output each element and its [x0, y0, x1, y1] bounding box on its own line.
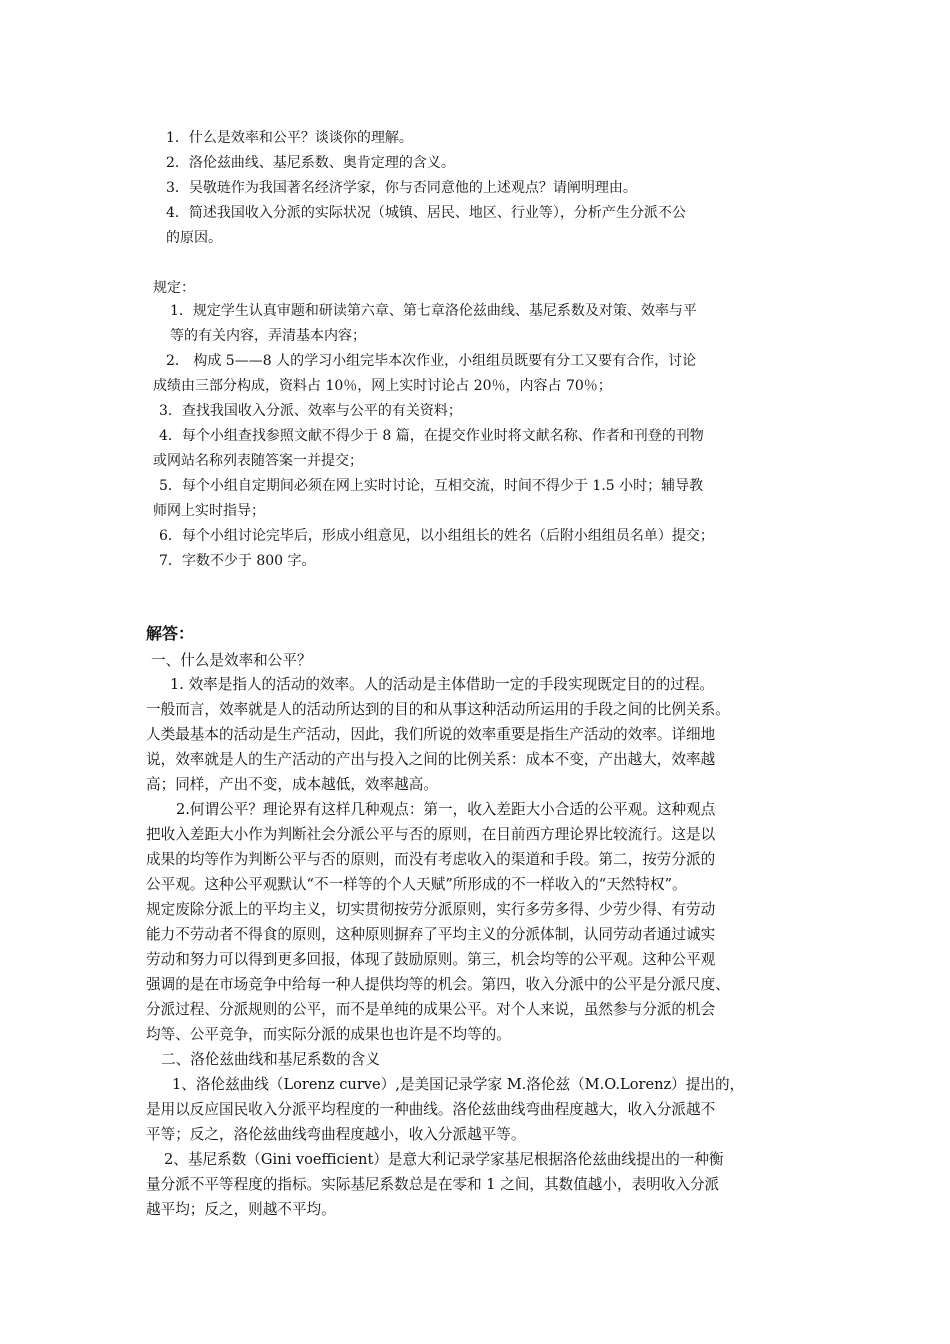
question-2: 2．洛伦兹曲线、基尼系数、奥肯定理的含义。 [166, 155, 455, 171]
answer-line: 公平观。这种公平观默认“不一样等的个人天赋”所形成的不一样收入的“天然特权”。 [146, 876, 687, 893]
answer-line: 2、基尼系数（Gini voefficient）是意大利记录学家基尼根据洛伦兹曲线提出的一种衡 [164, 1151, 724, 1168]
requirements-title: 规定： [153, 280, 195, 296]
answer-line: 成果的均等作为判断公平与否的原则，而没有考虑收入的渠道和手段。第二，按劳分派的 [146, 851, 716, 868]
answer-line: 平等；反之，洛伦兹曲线弯曲程度越小，收入分派越平等。 [146, 1126, 526, 1143]
question-4: 4．简述我国收入分派的实际状况（城镇、居民、地区、行业等），分析产生分派不公 [166, 205, 686, 221]
answer-line: 量分派不平等程度的指标。实际基尼系数总是在零和 1 之间，其数值越小，表明收入分派 [146, 1176, 720, 1193]
answer-line: 是用以反应国民收入分派平均程度的一种曲线。洛伦兹曲线弯曲程度越大，收入分派越不 [146, 1101, 716, 1118]
requirement-7: 7．字数不少于 800 字。 [159, 553, 316, 569]
requirement-5: 5．每个小组自定期间必须在网上实时讨论，互相交流，时间不得少于 1.5 小时；辅导教 [159, 478, 704, 494]
requirement-5-cont: 师网上实时指导； [153, 503, 265, 519]
answer-line: 均等、公平竞争，而实际分派的成果也也许是不均等的。 [146, 1026, 511, 1043]
answer-line: 2.何谓公平？理论界有这样几种观点：第一，收入差距大小合适的公平观。这种观点 [176, 801, 716, 818]
answer-line: 一般而言，效率就是人的活动所达到的目的和从事这种活动所运用的手段之间的比例关系。 [146, 701, 730, 718]
answer-section-1-title: 一、什么是效率和公平？ [151, 652, 312, 669]
answer-line: 强调的是在市场竞争中给每一种人提供均等的机会。第四，收入分派中的公平是分派尺度、 [146, 976, 730, 993]
answer-line: 能力不劳动者不得食的原则，这种原则摒弃了平均主义的分派体制，认同劳动者通过诚实 [146, 926, 716, 943]
answer-section-2-title: 二、洛伦兹曲线和基尼系数的含义 [161, 1051, 380, 1068]
requirement-1: 1．规定学生认真审题和研读第六章、第七章洛伦兹曲线、基尼系数及对策、效率与平 [170, 303, 697, 319]
answer-line: 1. 效率是指人的活动的效率。人的活动是主体借助一定的手段实现既定目的的过程。 [170, 676, 714, 693]
requirement-6: 6．每个小组讨论完毕后，形成小组意见，以小组组长的姓名（后附小组组员名单）提交； [159, 528, 714, 544]
requirement-2-cont: 成绩由三部分构成，资料占 10％，网上实时讨论占 20％，内容占 70％； [153, 378, 612, 394]
answer-line: 规定废除分派上的平均主义，切实贯彻按劳分派原则，实行多劳多得、少劳少得、有劳动 [146, 901, 716, 918]
answer-line: 把收入差距大小作为判断社会分派公平与否的原则，在目前西方理论界比较流行。这是以 [146, 826, 716, 843]
answer-line: 高；同样，产出不变，成本越低，效率越高。 [146, 776, 438, 793]
requirement-4: 4．每个小组查找参照文献不得少于 8 篇，在提交作业时将文献名称、作者和刊登的刊物 [159, 428, 704, 444]
answer-heading: 解答： [146, 624, 195, 643]
answer-line: 1、洛伦兹曲线（Lorenz curve）,是美国记录学家 M.洛伦兹（M.O.Lorenz）提出的， [172, 1076, 745, 1093]
requirement-4-cont: 或网站名称列表随答案一并提交； [153, 453, 363, 469]
answer-line: 人类最基本的活动是生产活动，因此，我们所说的效率重要是指生产活动的效率。详细地 [146, 726, 716, 743]
question-3: 3．吴敬琏作为我国著名经济学家，你与否同意他的上述观点？请阐明理由。 [166, 180, 637, 196]
answer-line: 越平均；反之，则越不平均。 [146, 1201, 336, 1218]
question-1: 1．什么是效率和公平？谈谈你的理解。 [166, 130, 413, 146]
requirement-2: 2． 构成 5——8 人的学习小组完毕本次作业，小组组员既要有分工又要有合作，讨论 [166, 353, 697, 369]
requirement-3: 3．查找我国收入分派、效率与公平的有关资料； [159, 403, 462, 419]
answer-line: 说，效率就是人的生产活动的产出与投入之间的比例关系：成本不变，产出越大，效率越 [146, 751, 716, 768]
question-4-cont: 的原因。 [166, 230, 222, 246]
answer-line: 分派过程、分派规则的公平，而不是单纯的成果公平。对个人来说，虽然参与分派的机会 [146, 1001, 716, 1018]
answer-line: 劳动和努力可以得到更多回报，体现了鼓励原则。第三，机会均等的公平观。这种公平观 [146, 951, 716, 968]
requirement-1-cont: 等的有关内容，弄清基本内容； [170, 328, 366, 344]
